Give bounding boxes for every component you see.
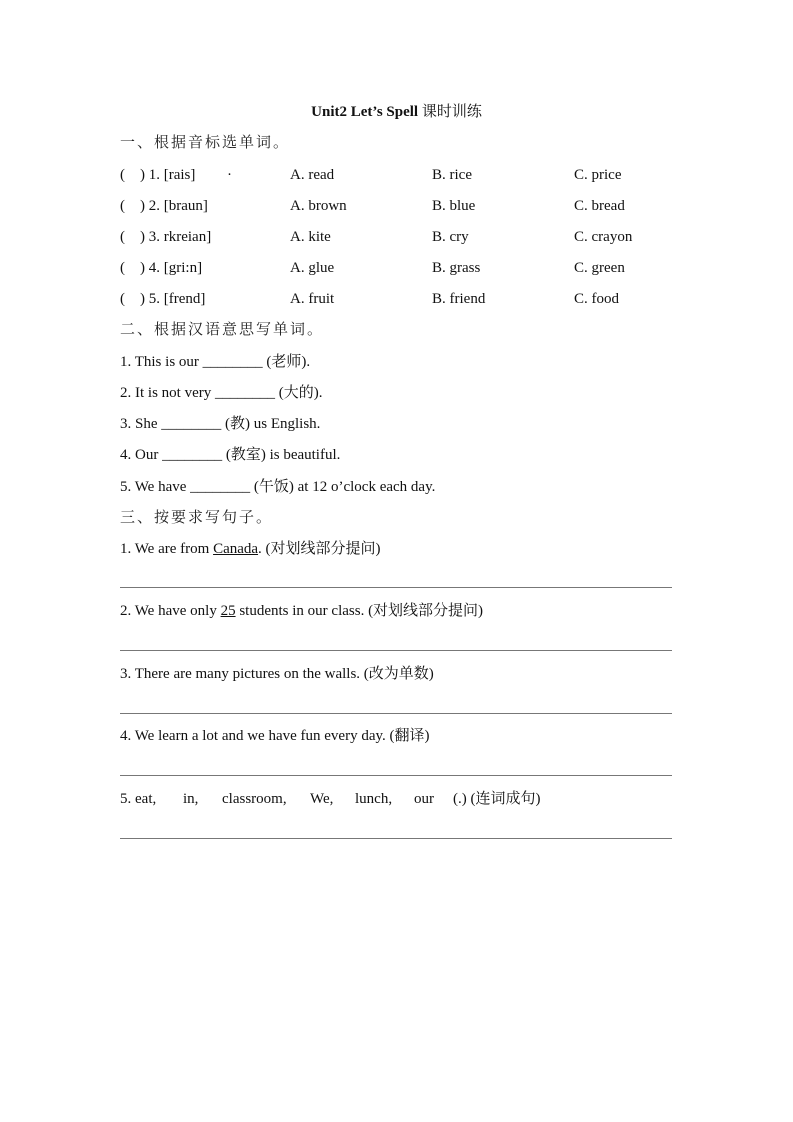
q5-word: our [414, 791, 434, 807]
sentence-q5 [120, 790, 540, 808]
fill-item: 3. She ________ (教) us English. [120, 416, 321, 432]
option-c: C. price [574, 167, 622, 183]
q5-word: in, [183, 791, 199, 807]
sentence-q2 [120, 602, 483, 620]
option-b: B. grass [432, 260, 481, 276]
title-english: Unit2 Let’s Spell [311, 104, 419, 120]
option-a: A. kite [290, 229, 331, 245]
option-b: B. friend [432, 291, 486, 307]
q2-underlined: 25 [220, 603, 236, 619]
sentence-q1 [120, 540, 381, 558]
mc-question: ( ) 3. rkreian] [120, 229, 212, 245]
q1-underlined: Canada [213, 541, 259, 557]
answer-line[interactable] [120, 838, 672, 839]
answer-line[interactable] [120, 713, 672, 714]
fill-item: 4. Our ________ (教室) is beautiful. [120, 447, 341, 463]
stray-dot: · [227, 167, 232, 183]
mc-row [120, 290, 680, 308]
mc-question: ( ) 4. [gri:n] [120, 260, 203, 276]
answer-line[interactable] [120, 775, 672, 776]
fill-item: 2. It is not very ________ (大的). [120, 385, 323, 401]
q1-text: 1. We are from [120, 541, 214, 557]
mc-question: ( ) 1. [rais] [120, 167, 196, 183]
fill-item: 5. We have ________ (午饭) at 12 o’clock each day. [120, 479, 436, 495]
q5-instruction: (.) (连词成句) [453, 791, 541, 807]
option-c: C. crayon [574, 229, 633, 245]
option-c: C. green [574, 260, 625, 276]
fill-item: 1. This is our ________ (老师). [120, 354, 311, 370]
option-b: B. rice [432, 167, 472, 183]
mc-row [120, 259, 680, 277]
q2-text: 2. We have only [120, 603, 221, 619]
mc-question: ( ) 2. [braun] [120, 198, 208, 214]
option-b: B. blue [432, 198, 476, 214]
q5-word: lunch, [355, 791, 393, 807]
option-c: C. bread [574, 198, 625, 214]
sentence-q4: 4. We learn a lot and we have fun every day. (翻译) [120, 728, 430, 744]
option-c: C. food [574, 291, 619, 307]
q5-word: We, [310, 791, 334, 807]
option-a: A. fruit [290, 291, 335, 307]
option-b: B. cry [432, 229, 469, 245]
option-a: A. brown [290, 198, 347, 214]
mc-row [120, 197, 680, 215]
q1-instruction: . (对划线部分提问) [258, 541, 381, 557]
answer-line[interactable] [120, 587, 672, 588]
q2-instruction: students in our class. (对划线部分提问) [235, 603, 484, 619]
section1-heading: 一、根据音标选单词。 [120, 135, 291, 151]
section3-heading: 三、按要求写句子。 [120, 510, 274, 526]
answer-line[interactable] [120, 650, 672, 651]
section2-heading: 二、根据汉语意思写单词。 [120, 322, 325, 338]
option-a: A. read [290, 167, 335, 183]
option-a: A. glue [290, 260, 335, 276]
mc-row [120, 166, 680, 184]
mc-question: ( ) 5. [frend] [120, 291, 206, 307]
mc-row [120, 228, 680, 246]
q5-word: classroom, [222, 791, 287, 807]
page-title [0, 103, 793, 121]
title-chinese: 课时训练 [421, 104, 482, 120]
sentence-q3: 3. There are many pictures on the walls. (改为单数) [120, 666, 434, 682]
q5-word: 5. eat, [120, 791, 157, 807]
